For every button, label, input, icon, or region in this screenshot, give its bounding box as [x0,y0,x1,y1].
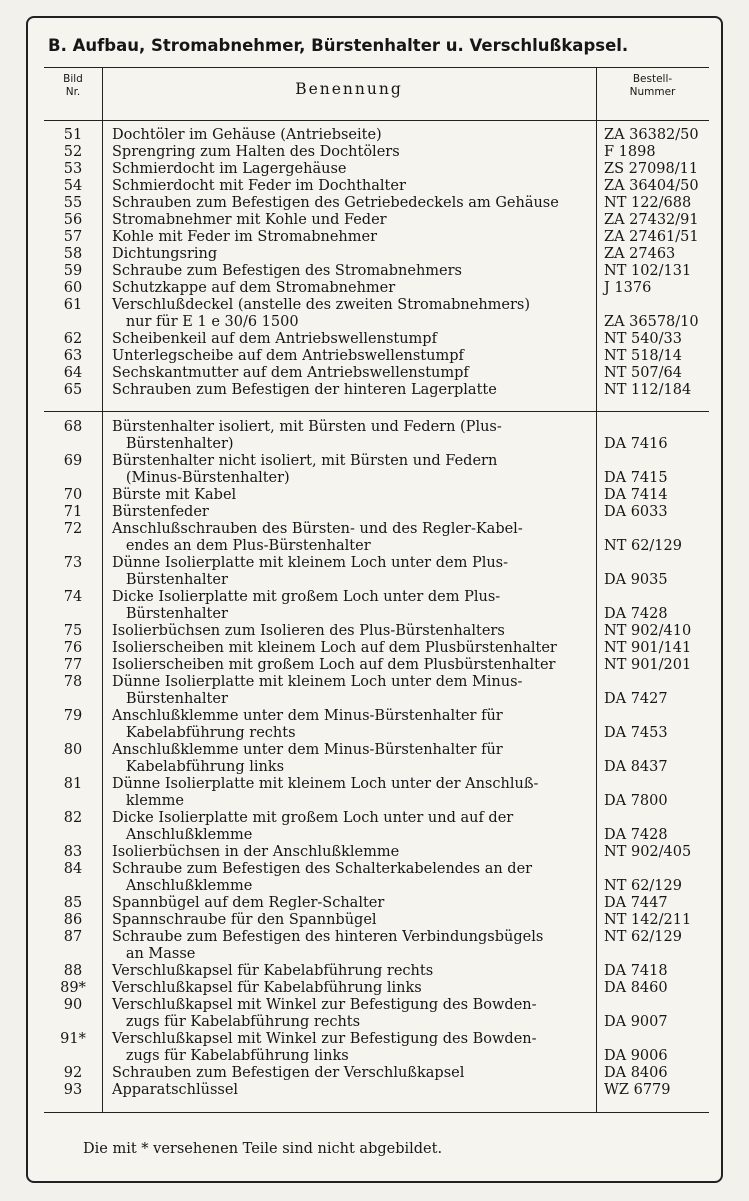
table-row [44,470,709,487]
row-bestellnummer: DA 8460 [604,980,668,996]
row-benennung: Sprengring zum Halten des Dochtölers [112,144,400,160]
row-bild-nr: 68 [63,419,83,435]
row-bestellnummer: NT 540/33 [604,331,682,347]
row-benennung: Schraube zum Befestigen des hinteren Verbindungsbügels [112,929,544,945]
table-row [44,572,709,589]
column-header-bild: Bild [63,73,83,85]
table-row [44,997,709,1014]
row-bild-nr: 79 [63,708,83,724]
row-bestellnummer: DA 8406 [604,1065,668,1081]
row-bestellnummer: DA 7418 [604,963,668,979]
row-benennung: Bürstenhalter) [112,436,234,452]
row-bild-nr: 84 [63,861,83,877]
table-row [44,980,709,997]
row-benennung: an Masse [112,946,196,962]
row-bild-nr: 88 [63,963,83,979]
table-row [44,946,709,963]
row-bild-nr: 76 [63,640,83,656]
row-benennung: Bürstenhalter [112,572,228,588]
table-row [44,1065,709,1082]
row-bild-nr: 60 [63,280,83,296]
table-row [44,827,709,844]
column-header-nr: Nr. [65,86,81,98]
row-benennung: Schraube zum Befestigen des Schalterkabelendes an der [112,861,533,877]
row-bestellnummer: ZA 36382/50 [604,127,699,143]
row-bild-nr: 78 [63,674,83,690]
row-bestellnummer: ZA 27463 [604,246,676,262]
row-bild-nr: 82 [63,810,83,826]
table-row [44,810,709,827]
table-row [44,776,709,793]
header-bottom-rule [44,120,709,121]
row-benennung: Bürstenfeder [112,504,209,520]
table-row [44,640,709,657]
page-title: B. Aufbau, Stromabnehmer, Bürstenhalter u. Verschlußkapsel. [48,36,629,55]
row-bestellnummer: ZS 27098/11 [604,161,699,177]
row-benennung: Verschlußdeckel (anstelle des zweiten Stromabnehmers) [112,297,531,313]
row-bestellnummer: NT 507/64 [604,365,682,381]
table-row [44,314,709,331]
table-row [44,1014,709,1031]
table-row [44,297,709,314]
table-row [44,708,709,725]
row-bild-nr: 75 [63,623,83,639]
row-bestellnummer: NT 62/129 [604,929,682,945]
table-bottom-rule [44,1112,709,1113]
table-row [44,589,709,606]
row-bestellnummer: DA 6033 [604,504,668,520]
table-row [44,144,709,161]
row-bestellnummer: NT 902/405 [604,844,692,860]
row-benennung: Bürstenhalter [112,691,228,707]
row-bild-nr: 74 [63,589,83,605]
table-row [44,861,709,878]
row-benennung: Verschlußkapsel für Kabelabführung links [112,980,422,996]
row-benennung: Dünne Isolierplatte mit kleinem Loch unter dem Plus- [112,555,509,571]
row-bestellnummer: DA 7428 [604,606,668,622]
row-bestellnummer: NT 902/410 [604,623,692,639]
row-benennung: Schutzkappe auf dem Stromabnehmer [112,280,396,296]
parts-list-page [26,16,723,1183]
table-row [44,725,709,742]
row-benennung: Spannschraube für den Spannbügel [112,912,377,928]
table-row [44,759,709,776]
row-benennung: Kabelabführung links [112,759,285,775]
column-header-bestell: Bestell- [632,73,673,85]
table-row [44,348,709,365]
row-benennung: Dicke Isolierplatte mit großem Loch unter dem Plus- [112,589,501,605]
row-bild-nr: 80 [63,742,83,758]
table-row [44,419,709,436]
row-bild-nr: 93 [63,1082,83,1098]
table-row [44,280,709,297]
table-row [44,263,709,280]
row-bestellnummer: DA 7415 [604,470,668,486]
row-benennung: Unterlegscheibe auf dem Antriebswellenstumpf [112,348,464,364]
table-row [44,929,709,946]
row-bestellnummer: NT 518/14 [604,348,682,364]
row-benennung: Stromabnehmer mit Kohle und Feder [112,212,387,228]
table-row [44,912,709,929]
table-row [44,382,709,399]
row-benennung: Schmierdocht mit Feder im Dochthalter [112,178,406,194]
row-benennung: zugs für Kabelabführung links [112,1048,349,1064]
table-row [44,606,709,623]
row-bild-nr: 71 [63,504,83,520]
row-bestellnummer: J 1376 [604,280,652,296]
row-benennung: Bürstenhalter nicht isoliert, mit Bürsten und Federn [112,453,498,469]
row-benennung: Kabelabführung rechts [112,725,296,741]
row-benennung: Schmierdocht im Lagergehäuse [112,161,347,177]
row-benennung: endes an dem Plus-Bürstenhalter [112,538,371,554]
table-row [44,195,709,212]
table-row [44,538,709,555]
row-bild-nr: 83 [63,844,83,860]
row-bestellnummer: NT 901/201 [604,657,692,673]
table-row [44,212,709,229]
row-benennung: Bürste mit Kabel [112,487,237,503]
table-row [44,436,709,453]
row-bestellnummer: NT 901/141 [604,640,692,656]
row-bild-nr: 62 [63,331,83,347]
row-benennung: Dicke Isolierplatte mit großem Loch unter und auf der [112,810,514,826]
row-benennung: Isolierbüchsen in der Anschlußklemme [112,844,400,860]
table-row [44,1031,709,1048]
column-header-benennung: Benennung [295,80,403,98]
row-bild-nr: 53 [63,161,83,177]
row-benennung: Verschlußkapsel mit Winkel zur Befestigung des Bowden- [112,997,537,1013]
table-row [44,1048,709,1065]
row-bild-nr: 73 [63,555,83,571]
table-row [44,453,709,470]
row-bild-nr: 86 [63,912,83,928]
table-row [44,521,709,538]
row-bild-nr: 61 [63,297,83,313]
row-bild-nr: 70 [63,487,83,503]
table-row [44,657,709,674]
row-benennung: (Minus-Bürstenhalter) [112,470,290,486]
row-benennung: Verschlußkapsel mit Winkel zur Befestigung des Bowden- [112,1031,537,1047]
row-bestellnummer: DA 7428 [604,827,668,843]
row-benennung: Anschlußklemme [112,827,253,843]
row-benennung: Schrauben zum Befestigen der hinteren Lagerplatte [112,382,497,398]
row-bestellnummer: ZA 36404/50 [604,178,699,194]
row-bestellnummer: ZA 36578/10 [604,314,699,330]
row-bild-nr: 64 [63,365,83,381]
group-separator-rule [44,411,709,412]
table-row [44,504,709,521]
row-benennung: Anschlußklemme unter dem Minus-Bürstenhalter für [112,742,503,758]
row-bild-nr: 59 [63,263,83,279]
row-bild-nr: 69 [63,453,83,469]
row-bild-nr: 57 [63,229,83,245]
row-benennung: zugs für Kabelabführung rechts [112,1014,361,1030]
row-bild-nr: 85 [63,895,83,911]
row-benennung: Schrauben zum Befestigen des Getriebedeckels am Gehäuse [112,195,559,211]
table-row [44,674,709,691]
row-bild-nr: 58 [63,246,83,262]
row-benennung: Sechskantmutter auf dem Antriebswellenstumpf [112,365,469,381]
row-benennung: Anschlußklemme unter dem Minus-Bürstenhalter für [112,708,503,724]
row-bild-nr: 72 [63,521,83,537]
footnote: Die mit * versehenen Teile sind nicht abgebildet. [83,1141,443,1157]
table-row [44,623,709,640]
table-row [44,844,709,861]
row-benennung: Dünne Isolierplatte mit kleinem Loch unter dem Minus- [112,674,523,690]
table-row [44,895,709,912]
row-bestellnummer: ZA 27461/51 [604,229,699,245]
row-bestellnummer: DA 9007 [604,1014,668,1030]
row-bestellnummer: ZA 27432/91 [604,212,699,228]
row-benennung: Isolierscheiben mit kleinem Loch auf dem Plusbürstenhalter [112,640,557,656]
row-bestellnummer: DA 8437 [604,759,668,775]
row-bestellnummer: DA 7453 [604,725,668,741]
row-benennung: Verschlußkapsel für Kabelabführung rechts [112,963,434,979]
table-row [44,161,709,178]
row-benennung: Kohle mit Feder im Stromabnehmer [112,229,378,245]
row-bild-nr: 52 [63,144,83,160]
table-row [44,487,709,504]
row-bild-nr: 63 [63,348,83,364]
table-row [44,127,709,144]
row-bestellnummer: DA 7414 [604,487,668,503]
row-bestellnummer: DA 9006 [604,1048,668,1064]
row-bild-nr: 77 [63,657,83,673]
row-bestellnummer: DA 7427 [604,691,668,707]
row-bild-nr: 51 [63,127,83,143]
row-benennung: Dünne Isolierplatte mit kleinem Loch unter der Anschluß- [112,776,539,792]
row-bestellnummer: DA 7800 [604,793,668,809]
row-benennung: Schrauben zum Befestigen der Verschlußkapsel [112,1065,465,1081]
table-row [44,331,709,348]
table-row [44,691,709,708]
row-bestellnummer: NT 62/129 [604,878,682,894]
row-bild-nr: 55 [63,195,83,211]
row-benennung: nur für E 1 e 30/6 1500 [112,314,299,330]
row-benennung: Isolierscheiben mit großem Loch auf dem Plusbürstenhalter [112,657,556,673]
row-bestellnummer: NT 142/211 [604,912,692,928]
row-bestellnummer: NT 102/131 [604,263,692,279]
row-benennung: Schraube zum Befestigen des Stromabnehmers [112,263,462,279]
column-header-bestellnummer [596,73,709,99]
row-bild-nr: 90 [63,997,83,1013]
row-benennung: Dichtungsring [112,246,218,262]
row-bestellnummer: DA 7416 [604,436,668,452]
row-bestellnummer: DA 7447 [604,895,668,911]
row-bild-nr: 65 [63,382,83,398]
row-bestellnummer: NT 62/129 [604,538,682,554]
table-row [44,963,709,980]
row-benennung: klemme [112,793,184,809]
table-row [44,555,709,572]
row-benennung: Isolierbüchsen zum Isolieren des Plus-Bürstenhalters [112,623,505,639]
header-top-rule [44,67,709,68]
table-row [44,365,709,382]
row-benennung: Spannbügel auf dem Regler-Schalter [112,895,385,911]
column-header-nummer: Nummer [629,86,676,98]
row-bild-nr: 89* [60,980,86,996]
table-row [44,178,709,195]
row-bild-nr: 92 [63,1065,83,1081]
row-bild-nr: 81 [63,776,83,792]
row-bild-nr: 87 [63,929,83,945]
row-benennung: Scheibenkeil auf dem Antriebswellenstumpf [112,331,437,347]
table-row [44,246,709,263]
row-bestellnummer: NT 122/688 [604,195,692,211]
row-benennung: Bürstenhalter [112,606,228,622]
row-benennung: Bürstenhalter isoliert, mit Bürsten und Federn (Plus- [112,419,502,435]
column-header-bild-nr [44,73,102,99]
row-bestellnummer: DA 9035 [604,572,668,588]
row-benennung: Anschlußschrauben des Bürsten- und des Regler-Kabel- [112,521,523,537]
row-benennung: Apparatschlüssel [112,1082,239,1098]
table-row [44,878,709,895]
row-bild-nr: 91* [60,1031,86,1047]
table-row [44,229,709,246]
row-benennung: Anschlußklemme [112,878,253,894]
table-row [44,1082,709,1099]
row-bestellnummer: F 1898 [604,144,656,160]
row-bild-nr: 54 [63,178,83,194]
table-row [44,793,709,810]
row-bestellnummer: WZ 6779 [604,1082,671,1098]
row-bestellnummer: NT 112/184 [604,382,692,398]
row-bild-nr: 56 [63,212,83,228]
row-benennung: Dochtöler im Gehäuse (Antriebseite) [112,127,382,143]
table-row [44,742,709,759]
